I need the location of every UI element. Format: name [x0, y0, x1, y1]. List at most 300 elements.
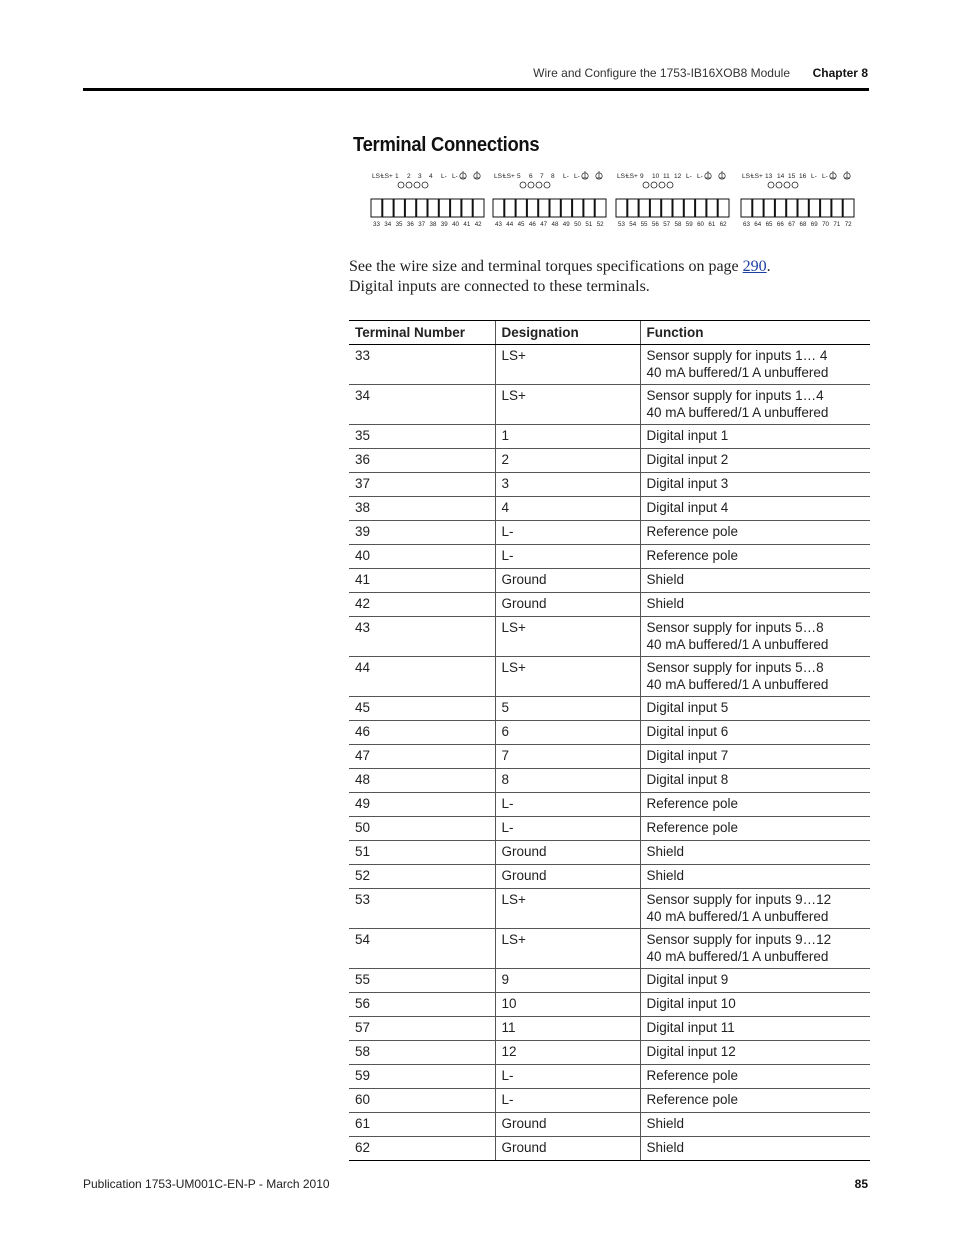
designation-cell-text: L- [501, 1068, 514, 1083]
terminal-number-label: 51 [585, 221, 593, 228]
terminal-top-label: L- [697, 173, 703, 180]
terminal-number-label: 67 [788, 221, 796, 228]
designation-cell [495, 929, 640, 969]
terminal-number-cell-text: 52 [355, 868, 371, 883]
function-cell-text: Reference pole [646, 524, 739, 539]
terminal-number-label: 44 [506, 221, 514, 228]
terminal-top-label: 9 [640, 173, 644, 180]
terminal-block-group [493, 171, 606, 228]
designation-cell-text: 10 [501, 996, 517, 1011]
terminal-block-group [616, 171, 729, 228]
section-title: Terminal Connections [353, 134, 540, 156]
terminal-number-cell [349, 721, 495, 745]
designation-cell [495, 521, 640, 545]
terminal-top-label: 8 [551, 173, 555, 180]
ground-icon [844, 171, 850, 179]
designation-cell-text: L- [501, 820, 514, 835]
designation-cell-text: Ground [501, 868, 547, 883]
led-indicator [651, 182, 657, 188]
designation-cell [495, 993, 640, 1017]
function-cell [640, 929, 870, 969]
table-row [349, 521, 870, 545]
terminal-top-label: L- [452, 173, 458, 180]
terminal-number-cell [349, 1137, 495, 1161]
terminal-number-label: 47 [540, 221, 548, 228]
table-row [349, 473, 870, 497]
function-cell [640, 697, 870, 721]
table-row [349, 449, 870, 473]
terminal-top-label: L- [811, 173, 817, 180]
designation-cell-text: 9 [501, 972, 510, 987]
ground-icon [705, 171, 711, 179]
terminal-number-label: 63 [743, 221, 750, 228]
terminal-number-cell-text: 62 [355, 1140, 371, 1155]
terminal-number-label: 37 [418, 221, 426, 228]
led-indicator [422, 182, 428, 188]
terminal-number-cell-text: 57 [355, 1020, 371, 1035]
terminal-top-label: LS+ [742, 173, 754, 180]
designation-cell [495, 865, 640, 889]
terminal-number-cell [349, 1065, 495, 1089]
terminal-number-cell [349, 545, 495, 569]
table-row [349, 929, 870, 969]
designation-cell-text: 6 [501, 724, 510, 739]
terminal-number-cell-text: 37 [355, 476, 371, 491]
designation-cell [495, 473, 640, 497]
designation-cell-text: 5 [501, 700, 510, 715]
function-cell [640, 497, 870, 521]
terminal-number-label: 56 [651, 221, 659, 228]
function-cell-text: Digital input 12 [646, 1044, 736, 1059]
function-cell [640, 769, 870, 793]
function-cell [640, 793, 870, 817]
terminal-number-cell-text: 34 [355, 388, 371, 403]
terminal-number-cell-text: 38 [355, 500, 371, 515]
function-cell [640, 593, 870, 617]
function-detail-text: 40 mA buffered/1 A unbuffered [646, 405, 829, 420]
designation-cell-text: LS+ [501, 932, 526, 947]
function-cell-text: Sensor supply for inputs 1… 4 [646, 348, 828, 363]
terminal-number-cell-text: 46 [355, 724, 371, 739]
designation-cell-text: L- [501, 796, 514, 811]
terminal-top-label: L- [574, 173, 580, 180]
led-indicator [406, 182, 412, 188]
terminal-number-cell-text: 55 [355, 972, 371, 987]
designation-cell [495, 657, 640, 697]
function-cell-text: Sensor supply for inputs 1…4 [646, 388, 824, 403]
function-cell [640, 745, 870, 769]
table-row [349, 385, 870, 425]
terminal-number-cell-text: 51 [355, 844, 371, 859]
designation-cell-text: L- [501, 524, 514, 539]
designation-cell [495, 889, 640, 929]
table-row [349, 969, 870, 993]
terminal-number-cell [349, 865, 495, 889]
terminal-number-label: 54 [629, 221, 637, 228]
led-indicator [792, 182, 798, 188]
function-cell-text: Reference pole [646, 1068, 739, 1083]
designation-cell [495, 1017, 640, 1041]
function-cell [640, 385, 870, 425]
terminal-number-label: 52 [596, 221, 604, 228]
running-header-title: Wire and Configure the 1753-IB16XOB8 Module [533, 66, 790, 80]
terminal-top-label: 13 [765, 173, 773, 180]
footer-page-number: 85 [854, 1177, 868, 1191]
intro-text: See the wire size and terminal torques specifications on page [349, 258, 743, 275]
function-detail-text: 40 mA buffered/1 A unbuffered [646, 365, 829, 380]
designation-cell-text: Ground [501, 572, 547, 587]
terminal-number-label: 72 [844, 221, 852, 228]
terminal-top-label: 11 [663, 173, 670, 180]
terminal-number-cell-text: 42 [355, 596, 371, 611]
function-cell [640, 545, 870, 569]
terminal-top-label: LS+ [503, 173, 515, 180]
terminal-number-cell [349, 1017, 495, 1041]
terminal-diagram [368, 168, 860, 230]
terminal-top-label: LS+ [381, 173, 393, 180]
function-cell [640, 841, 870, 865]
header-function: Function [640, 321, 870, 345]
terminal-number-cell [349, 657, 495, 697]
header-terminal-number: Terminal Number [349, 321, 495, 345]
table-row [349, 657, 870, 697]
designation-cell-text: Ground [501, 596, 547, 611]
terminal-number-label: 70 [822, 221, 829, 228]
terminal-number-cell-text: 60 [355, 1092, 371, 1107]
table-row [349, 1065, 870, 1089]
terminal-number-cell [349, 1089, 495, 1113]
function-cell-text: Shield [646, 868, 685, 883]
terminal-number-label: 33 [373, 221, 380, 228]
terminal-number-cell-text: 50 [355, 820, 371, 835]
function-cell [640, 569, 870, 593]
function-cell-text: Sensor supply for inputs 9…12 [646, 892, 832, 907]
terminal-number-label: 42 [474, 221, 482, 228]
terminal-number-cell-text: 59 [355, 1068, 371, 1083]
terminal-number-label: 40 [452, 221, 459, 228]
terminal-number-cell-text: 53 [355, 892, 371, 907]
function-detail-text: 40 mA buffered/1 A unbuffered [646, 949, 829, 964]
table-row [349, 345, 870, 385]
terminal-number-cell-text: 33 [355, 348, 371, 363]
terminal-number-label: 58 [674, 221, 682, 228]
terminal-number-label: 66 [776, 221, 784, 228]
function-cell [640, 889, 870, 929]
header-rule [83, 88, 869, 91]
led-indicator [520, 182, 526, 188]
designation-cell-text: LS+ [501, 892, 526, 907]
designation-cell-text: LS+ [501, 348, 526, 363]
designation-cell [495, 425, 640, 449]
table-row [349, 889, 870, 929]
designation-cell-text: 7 [501, 748, 510, 763]
terminal-number-label: 69 [810, 221, 818, 228]
terminal-top-label: 1 [395, 173, 399, 180]
table-row [349, 993, 870, 1017]
function-detail-text: 40 mA buffered/1 A unbuffered [646, 909, 829, 924]
ground-icon [830, 171, 836, 179]
function-cell [640, 817, 870, 841]
terminal-top-label: 7 [540, 173, 544, 180]
terminal-number-cell-text: 49 [355, 796, 371, 811]
function-cell-text: Digital input 4 [646, 500, 729, 515]
intro-line-2: Digital inputs are connected to these terminals. [349, 278, 650, 295]
table-row [349, 817, 870, 841]
designation-cell [495, 1137, 640, 1161]
terminal-top-label: LS+ [751, 173, 763, 180]
table-row [349, 1041, 870, 1065]
footer-publication: Publication 1753-UM001C-EN-P - March 2010 [83, 1177, 330, 1191]
designation-cell [495, 1089, 640, 1113]
designation-cell-text: LS+ [501, 660, 526, 675]
table-row [349, 1017, 870, 1041]
table-row [349, 793, 870, 817]
terminal-number-label: 34 [384, 221, 392, 228]
designation-cell-text: L- [501, 548, 514, 563]
terminal-top-label: 10 [652, 173, 660, 180]
designation-cell [495, 769, 640, 793]
terminal-number-cell [349, 473, 495, 497]
designation-cell [495, 545, 640, 569]
table-row [349, 1113, 870, 1137]
function-cell [640, 721, 870, 745]
terminal-top-label: L- [441, 173, 447, 180]
terminal-top-label: LS+ [372, 173, 384, 180]
terminal-number-cell [349, 385, 495, 425]
designation-cell-text: 1 [501, 428, 510, 443]
designation-cell-text: Ground [501, 1140, 547, 1155]
function-cell-text: Shield [646, 1116, 685, 1131]
terminal-number-label: 65 [765, 221, 773, 228]
led-indicator [528, 182, 534, 188]
function-cell-text: Shield [646, 572, 685, 587]
terminal-number-cell-text: 35 [355, 428, 371, 443]
designation-cell [495, 593, 640, 617]
designation-cell [495, 449, 640, 473]
function-cell-text: Digital input 5 [646, 700, 729, 715]
function-cell-text: Digital input 6 [646, 724, 729, 739]
designation-cell-text: L- [501, 1092, 514, 1107]
function-cell-text: Digital input 7 [646, 748, 729, 763]
function-cell-text: Digital input 11 [646, 1020, 735, 1035]
terminal-number-cell [349, 617, 495, 657]
designation-cell [495, 721, 640, 745]
table-row [349, 769, 870, 793]
table-row [349, 497, 870, 521]
terminal-number-cell [349, 521, 495, 545]
led-indicator [398, 182, 404, 188]
function-cell-text: Digital input 3 [646, 476, 729, 491]
terminal-number-label: 38 [429, 221, 437, 228]
table-row [349, 865, 870, 889]
designation-cell [495, 745, 640, 769]
table-row [349, 745, 870, 769]
terminal-top-label: 16 [799, 173, 807, 180]
function-cell [640, 1113, 870, 1137]
terminal-number-label: 62 [719, 221, 727, 228]
terminal-number-label: 57 [663, 221, 671, 228]
led-indicator [784, 182, 790, 188]
terminal-top-label: 6 [529, 173, 533, 180]
function-cell-text: Reference pole [646, 548, 739, 563]
terminal-number-cell [349, 889, 495, 929]
table-row [349, 1137, 870, 1161]
function-cell [640, 345, 870, 385]
function-cell [640, 521, 870, 545]
led-indicator [414, 182, 420, 188]
terminal-number-cell-text: 36 [355, 452, 371, 467]
terminal-number-cell-text: 39 [355, 524, 371, 539]
ground-icon [460, 171, 466, 179]
led-indicator [544, 182, 550, 188]
designation-cell [495, 697, 640, 721]
terminal-top-label: LS+ [494, 173, 506, 180]
terminal-number-cell [349, 969, 495, 993]
designation-cell-text: 3 [501, 476, 510, 491]
designation-cell [495, 969, 640, 993]
terminal-number-label: 36 [406, 221, 414, 228]
terminal-top-label: 5 [517, 173, 521, 180]
function-cell-text: Reference pole [646, 796, 739, 811]
designation-cell-text: 8 [501, 772, 510, 787]
intro-paragraph [349, 257, 869, 297]
terminal-number-cell [349, 993, 495, 1017]
terminal-number-cell [349, 1113, 495, 1137]
function-cell [640, 1089, 870, 1113]
function-cell [640, 969, 870, 993]
designation-cell-text: 12 [501, 1044, 517, 1059]
table-row [349, 1089, 870, 1113]
designation-cell-text: 4 [501, 500, 510, 515]
ground-icon [596, 171, 602, 179]
terminal-number-cell [349, 929, 495, 969]
terminal-number-label: 46 [528, 221, 536, 228]
designation-cell-text: LS+ [501, 388, 526, 403]
function-cell [640, 657, 870, 697]
ground-icon [582, 171, 588, 179]
ground-icon [719, 171, 725, 179]
designation-cell [495, 817, 640, 841]
terminal-top-label: 12 [674, 173, 682, 180]
function-detail-text: 40 mA buffered/1 A unbuffered [646, 677, 829, 692]
designation-cell [495, 793, 640, 817]
function-cell [640, 1137, 870, 1161]
terminal-number-cell-text: 43 [355, 620, 371, 635]
terminal-number-label: 48 [551, 221, 559, 228]
terminal-number-cell-text: 47 [355, 748, 371, 763]
page-link[interactable]: 290 [742, 258, 767, 275]
function-cell [640, 425, 870, 449]
terminal-number-cell [349, 345, 495, 385]
terminal-top-label: L- [822, 173, 828, 180]
terminal-number-cell [349, 793, 495, 817]
terminal-number-cell [349, 593, 495, 617]
ground-icon [474, 171, 480, 179]
designation-cell [495, 1065, 640, 1089]
terminal-number-label: 39 [440, 221, 448, 228]
terminal-number-cell [349, 745, 495, 769]
function-cell-text: Digital input 8 [646, 772, 729, 787]
terminal-number-cell-text: 58 [355, 1044, 371, 1059]
table-row [349, 593, 870, 617]
designation-cell-text: 11 [501, 1020, 516, 1035]
terminal-number-label: 45 [517, 221, 525, 228]
terminal-number-cell [349, 697, 495, 721]
terminal-number-cell-text: 48 [355, 772, 371, 787]
function-cell [640, 449, 870, 473]
terminal-number-cell [349, 449, 495, 473]
intro-punct: . [766, 258, 771, 275]
terminal-number-cell [349, 425, 495, 449]
terminal-top-label: 14 [777, 173, 785, 180]
designation-cell [495, 1041, 640, 1065]
function-cell-text: Digital input 1 [646, 428, 729, 443]
function-cell-text: Sensor supply for inputs 9…12 [646, 932, 832, 947]
table-row [349, 617, 870, 657]
function-detail-text: 40 mA buffered/1 A unbuffered [646, 637, 829, 652]
terminal-number-label: 68 [799, 221, 807, 228]
function-cell [640, 1017, 870, 1041]
table-row [349, 721, 870, 745]
designation-cell [495, 497, 640, 521]
designation-cell-text: Ground [501, 1116, 547, 1131]
function-cell-text: Digital input 9 [646, 972, 729, 987]
designation-cell-text: LS+ [501, 620, 526, 635]
terminal-number-label: 64 [754, 221, 762, 228]
designation-cell [495, 345, 640, 385]
led-indicator [643, 182, 649, 188]
terminal-block-group [741, 171, 854, 228]
terminal-number-cell-text: 56 [355, 996, 371, 1011]
function-cell [640, 617, 870, 657]
terminal-number-cell [349, 841, 495, 865]
terminal-number-cell-text: 44 [355, 660, 371, 675]
terminal-number-label: 43 [495, 221, 502, 228]
terminal-top-label: 2 [407, 173, 411, 180]
terminal-number-cell-text: 41 [355, 572, 371, 587]
terminal-number-label: 53 [618, 221, 625, 228]
function-cell [640, 865, 870, 889]
led-indicator [659, 182, 665, 188]
terminal-number-cell-text: 54 [355, 932, 371, 947]
designation-cell-text: Ground [501, 844, 547, 859]
terminal-number-label: 50 [574, 221, 581, 228]
terminal-number-cell [349, 769, 495, 793]
led-indicator [536, 182, 542, 188]
table-header-row [349, 321, 870, 345]
terminal-number-cell [349, 817, 495, 841]
terminal-top-label: LS+ [617, 173, 629, 180]
terminal-number-cell-text: 40 [355, 548, 371, 563]
function-cell-text: Sensor supply for inputs 5…8 [646, 660, 824, 675]
table-row [349, 841, 870, 865]
terminal-number-label: 55 [640, 221, 648, 228]
function-cell [640, 473, 870, 497]
function-cell-text: Sensor supply for inputs 5…8 [646, 620, 824, 635]
table-row [349, 425, 870, 449]
terminal-table [349, 320, 870, 1161]
led-indicator [776, 182, 782, 188]
terminal-number-cell [349, 1041, 495, 1065]
header-designation: Designation [495, 321, 640, 345]
terminal-number-label: 59 [685, 221, 693, 228]
led-indicator [768, 182, 774, 188]
terminal-number-cell-text: 61 [355, 1116, 371, 1131]
terminal-top-label: 4 [429, 173, 433, 180]
table-row [349, 569, 870, 593]
function-cell-text: Digital input 2 [646, 452, 729, 467]
running-header-chapter: Chapter 8 [812, 66, 868, 80]
